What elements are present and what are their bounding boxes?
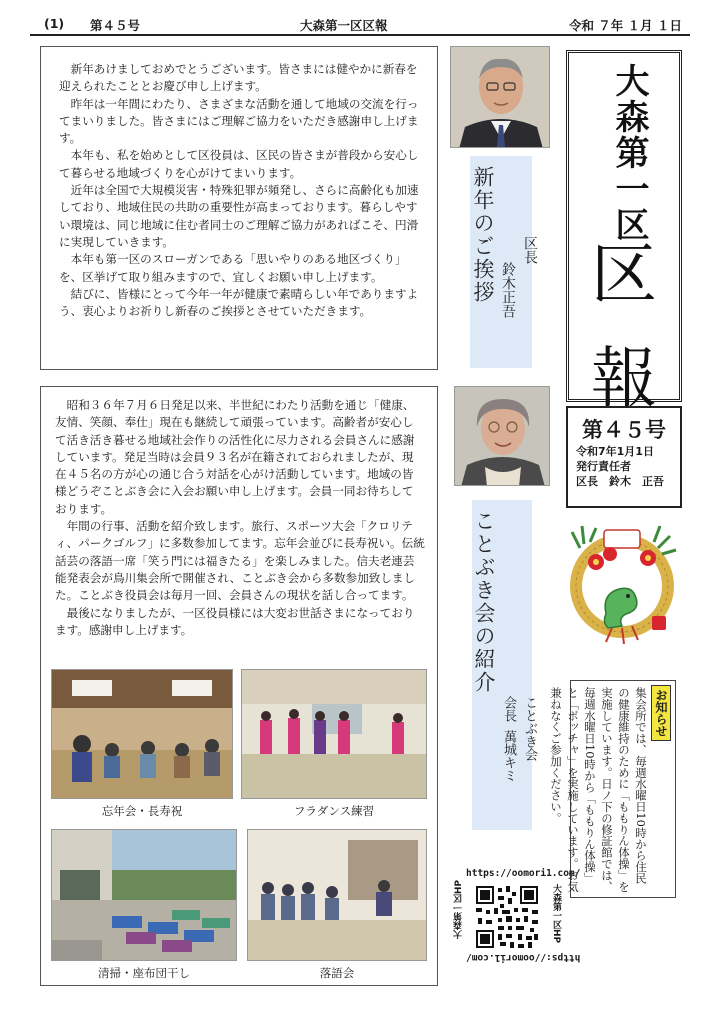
portrait-photo-president [454, 386, 550, 486]
notice-box [549, 680, 676, 898]
kotobuki-author-name: 萬城キミ [501, 730, 516, 782]
kotobuki-author-org: ことぶき会 [522, 696, 537, 761]
issue-box-publisher-label: 発行責任者 [576, 460, 631, 473]
greeting-heading-band [470, 156, 538, 368]
issue-date: 令和 ７年 １月 １日 [568, 18, 682, 33]
masthead [566, 50, 682, 417]
photo-hula-dance [241, 669, 427, 799]
qr-url-rotated: https://oomori1.com/ [466, 952, 581, 963]
greeting-paragraph: 結びに、皆様にとって今年一年が健康で素晴らしい年でありますよう、衷心よりお祈りし新春のご挨拶とさせていただきます。 [59, 286, 419, 319]
masthead-district-name: 大森第一区 [609, 63, 649, 243]
page-number: (1) [44, 16, 65, 31]
greeting-paragraph: 本年も、私を始めとして区役員は、区民の皆さまが普段から安心して暮らせる地域づくりを心がけてまいります。 [59, 148, 419, 180]
qr-label: 大森第一区HP [454, 880, 464, 940]
photo-rakugo [247, 829, 427, 961]
page-header [30, 14, 690, 36]
issue-box-number: 第４５号 [582, 417, 666, 442]
kotobuki-text [41, 387, 437, 639]
photo-caption: 落語会 [319, 966, 355, 980]
greeting-author-title: 区長 [522, 236, 538, 264]
issue-box-date: 令和7年1月1日 [576, 445, 654, 458]
kotobuki-paragraph: 年間の行事、活動を紹介致します。旅行、スポーツ大会「クロリティ、パークゴルフ」に多数参加してます。忘年会並びに長寿祝い。伝統話芸の落語一席「笑う門には福きたる」を楽しみました。信夫老連芸能発表会が鳥川集会所で開催され、ことぶき会から多数参加致しました。ことぶき役員会は毎月一回、会員さんの現状を話し合ってます。 [55, 519, 425, 603]
qr-area [454, 862, 581, 972]
greeting-paragraph: 昨年は一年間にわたり、さまざまな活動を通して地域の交流を行ってまいりました。皆さまにはご理解ご協力をいただき感謝申し上げます。 [59, 96, 419, 146]
greeting-paragraph: 近年は全国で大規模災害・特殊犯罪が頻発し、さらに高齢化も加速しており、地域住民の共助の重要性が高まっております。暮らしやすい環境は、同じ地域に住む者同士のご理解ご協力があればこそ、円滑に実現していきます。 [59, 183, 419, 249]
greeting-heading: 新年のご挨拶 [471, 166, 495, 304]
photo-caption: 忘年会・長寿祝 [101, 804, 183, 818]
qr-label-right: 大森第一区HP [551, 884, 561, 944]
newsletter-title: 大森第一区区報 [300, 18, 388, 33]
photo-cleaning [51, 829, 237, 961]
issue-info-box [566, 406, 682, 508]
kotobuki-paragraph: 昭和３６年７月６日発足以来、半世紀にわたり活動を通じ「健康、友情、笑顔、奉仕」現在も継続して頑張っています。高齢者が安心して活き活き暮せる地域社会作りの活性化に尽力される会員さんに感謝しています。発足当時は会員９３名が在籍されておられましたが、現在４５名の方が心の通じ合う対話を心がけ活動しています。地域の皆様どうぞことぶき会に入会お願い申し上げます。会員一同お待ちしております。 [55, 398, 415, 516]
greeting-paragraph: 新年あけましておめでとうございます。皆さまには健やかに新春を迎えられたこととお慶び申し上げます。 [59, 62, 418, 94]
greeting-article [40, 46, 438, 370]
masthead-char-ho: 報 [591, 340, 657, 417]
issue-box-publisher: 区長 鈴木 正吾 [576, 475, 664, 488]
kotobuki-heading: ことぶき会の紹介 [472, 510, 496, 694]
photo-caption: フラダンス練習 [293, 804, 375, 818]
new-year-wreath-icon [562, 518, 682, 646]
notice-tag: お知らせ [651, 685, 671, 741]
kotobuki-heading-band [472, 500, 537, 830]
qr-code-icon[interactable] [474, 884, 540, 954]
masthead-char-ku: 区 [591, 236, 657, 313]
portrait-photo-chief [450, 46, 550, 148]
greeting-author-name: 鈴木正吾 [500, 262, 516, 318]
photo-caption: 清掃・座布団干し [98, 966, 190, 980]
kotobuki-article [40, 386, 438, 986]
photo-bonenkai [51, 669, 233, 799]
notice-body: 集会所では、毎週水曜日10時から住民の健康維持のために「ももりん体操」を実施しています。日ノ下の修証館では、毎週水曜日10時から「ももりん体操」と「ボッチャ」を実施しています。お気兼ねなくご参加ください。 [549, 687, 648, 893]
qr-url: https://oomori1.com/ [466, 868, 581, 879]
greeting-paragraph: 本年も第一区のスローガンである「思いやりのある地区づくり」を、区挙げて取り組みますので、宜しくお願い申し上げます。 [59, 252, 407, 284]
kotobuki-paragraph: 最後になりましたが、一区役員様には大変お世話さまになっております。感謝申し上げます。 [55, 605, 415, 637]
issue-number: 第４５号 [90, 18, 141, 33]
kotobuki-author-title: 会長 [501, 696, 516, 722]
